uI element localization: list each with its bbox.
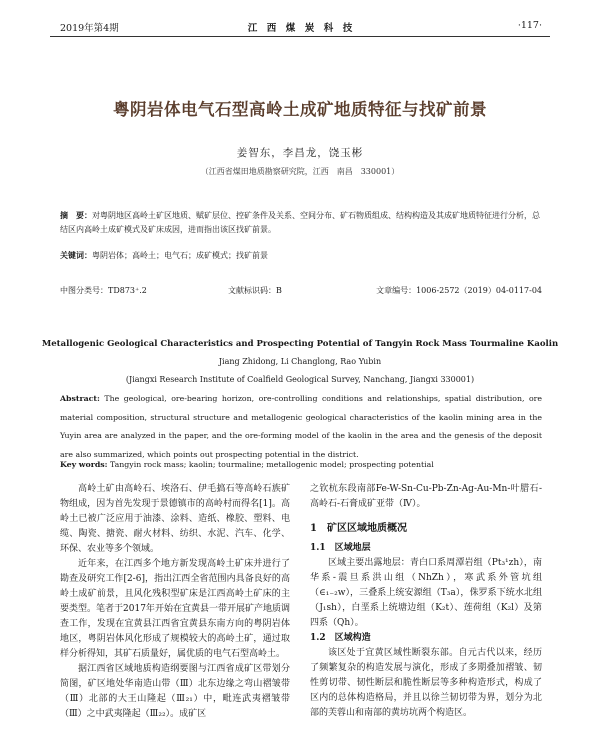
english-title: Metallogenic Geological Characteristics and Prospecting Potential of Tangyin Rock Mass Tourmaline Kaolin xyxy=(41,339,559,349)
body-paragraph: 近年来，在江西多个地方新发现高岭土矿床并进行了勘查及研究工作[2-6]，指出江西全省范围内具备良好的高岭土成矿前景，且风化残积型矿床是江西高岭土矿床的主要类型。笔者于2017年开始在宜黄县一带开展矿产地质调查工作，发现在宜黄县江西省宜黄县东南方向的粤阴岩体地区，粤阴岩体风化形成了规模较大的高岭土矿，通过取样分析得知，其矿石质量好，属优质的电气石型高岭土。 xyxy=(60,559,290,659)
english-keywords-text: Tangyin rock mass; kaolin; tourmaline; metallogenic model; prospecting potential xyxy=(110,460,434,469)
affiliation: （江西省煤田地质勘察研究院，江西 南昌 330001） xyxy=(200,167,400,176)
body-paragraph: 高岭土矿由高岭石、埃洛石、伊毛搞石等高岭石族矿物组成，因为首先发现于景德镇市的高岭村而得名[1]。高岭土已被广泛应用于油漆、涂料、造纸、橡胶、塑料、电缆、陶瓷、搪瓷、耐火材料、纺织、水泥、汽车、化学、环保、农业等多个领域。 xyxy=(60,484,290,554)
body-paragraph: 区域主要出露地层：青白口系周潭岩组（Pt₃¹zh），南华系-震旦系洪山组（NhZh），寒武系外管坑组（∈₁₋₂w），三叠系上统安源组（T₃a），侏罗系下统水北组（J₁sh），白垩系上统塘边组（K₂t）、莲荷组（K₂l）及第四系（Qh）。 xyxy=(310,558,542,628)
english-authors: Jiang Zhidong, Li Changlong, Rao Yubin xyxy=(218,357,382,366)
english-abstract xyxy=(60,390,542,464)
authors: 姜智东，李昌龙，饶玉彬 xyxy=(236,147,364,159)
subsection-heading: 1.1 区域地层 xyxy=(310,543,371,553)
paper-title: 粤阴岩体电气石型高岭土成矿地质特征与找矿前景 xyxy=(113,100,487,119)
english-affiliation: (Jiangxi Research Institute of Coalfield Geological Survey, Nanchang, Jiangxi 330001) xyxy=(125,375,475,384)
body-right-column xyxy=(310,482,542,746)
english-abstract-label: Abstract: xyxy=(60,394,100,403)
document-code: 文献标识码：B xyxy=(228,286,282,295)
abstract-cn xyxy=(60,208,544,237)
subsection-heading: 1.2 区域构造 xyxy=(310,633,371,643)
page-number: ·117· xyxy=(517,20,542,31)
journal-name: 江 西 煤 炭 科 技 xyxy=(247,23,353,34)
english-keywords-label: Key words: xyxy=(60,460,108,469)
body-paragraph: 据江西省区域地质构造纲要图与江西省成矿区带划分简图，矿区地处华南造山带（Ⅲ）北东边缘之弯山褶皱带（Ⅲ）北部的大王山隆起（Ⅲ₂₁）中，毗连武夷褶皱带（Ⅲ）之中武夷隆起（Ⅲ₂₂）。成矿区 xyxy=(60,664,290,719)
article-number: 文章编号：1006-2572（2019）04-0117-04 xyxy=(376,286,542,295)
english-abstract-text: The geological, ore-bearing horizon, ore-controlling conditions and relationships, spatial distribution, ore material composition, structural structure and metallogenic geological characteristics of the kaolin mining area in the Yuyin area are analyzed in the paper, and the ore-forming model of the kaolin in the area and the genesis of the deposit are also summarized, which points out prospecting potential in the district. xyxy=(60,394,542,459)
section-heading: 1 矿区区域地质概况 xyxy=(310,523,407,534)
abstract-cn-text: 对粤阴地区高岭土矿区地质、赋矿层位、控矿条件及关系、空间分布、矿石物质组成、结构构造及其成矿地质特征进行分析，总结区内高岭土成矿模式及矿床成因，进而指出该区找矿前景。 xyxy=(60,211,540,234)
english-keywords xyxy=(60,460,544,469)
keywords-cn-label: 关键词： xyxy=(60,250,92,260)
abstract-cn-label: 摘 要： xyxy=(60,210,92,220)
body-paragraph: 该区处于宜黄区域性断裂东部。自元古代以来，经历了频繁复杂的构造发展与演化，形成了多期叠加褶皱、韧性剪切带、韧性断层和脆性断层等多种构造形式，构成了区内的总体构造格局，并且以徐兰韧切带为界，划分为北部的芙蓉山和南部的黄坊坑两个构造区。 xyxy=(310,648,542,718)
keywords-cn-text: 粤阴岩体；高岭土；电气石；成矿模式；找矿前景 xyxy=(92,251,268,260)
body-paragraph: 之钦杭东段南部Fe-W-Sn-Cu-Pb-Zn-Ag-Au-Mn-叶腊石-高岭石-石膏成矿亚带（Ⅳ）。 xyxy=(310,484,542,509)
body-left-column xyxy=(60,482,290,746)
keywords-cn xyxy=(60,248,544,263)
header-rule xyxy=(50,36,550,37)
clc-number: 中图分类号：TD873⁺.2 xyxy=(60,286,147,295)
issue-number: 2019年第4期 xyxy=(60,23,119,34)
